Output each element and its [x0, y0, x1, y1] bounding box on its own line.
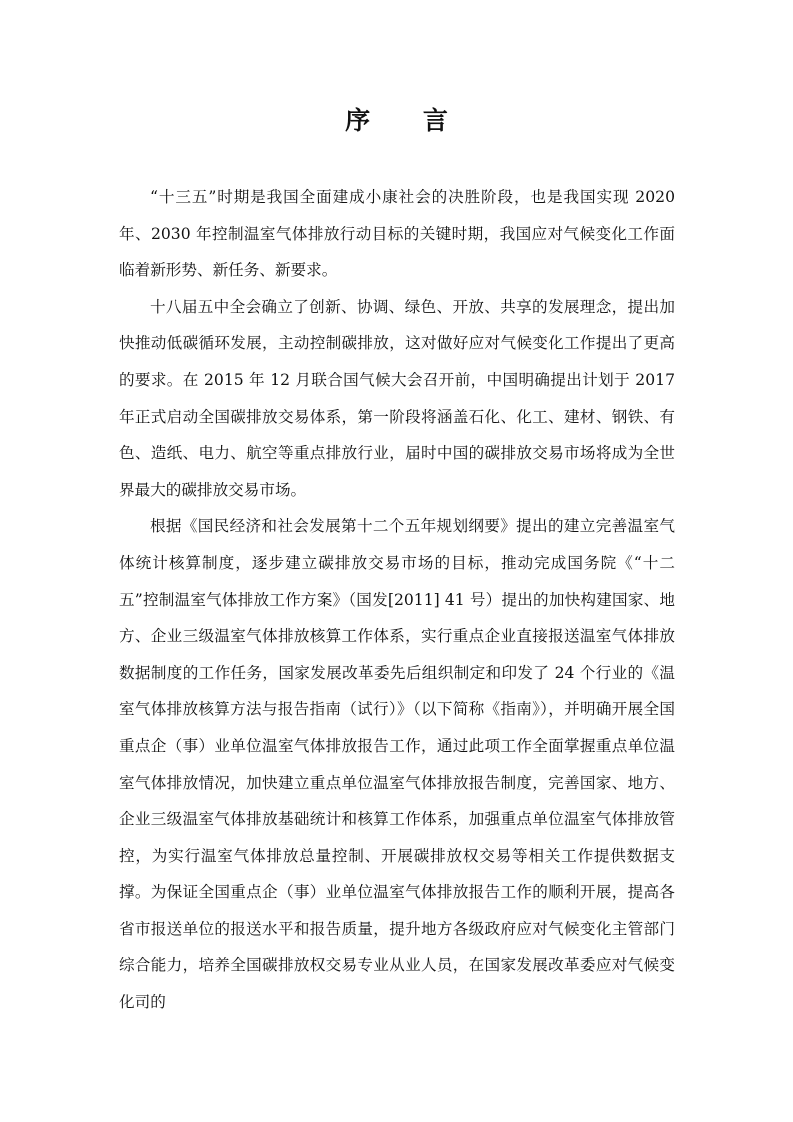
paragraph-1: “十三五”时期是我国全面建成小康社会的决胜阶段，也是我国实现 2020 年、2030 年控制温室气体排放行动目标的关键时期，我国应对气候变化工作面临着新形势、新任务、新要求。	[119, 188, 675, 280]
paragraph-3: 根据《国民经济和社会发展第十二个五年规划纲要》提出的建立完善温室气体统计核算制度，逐步建立碳排放交易市场的目标，推动完成国务院《“十二五”控制温室气体排放工作方案》（国发[2011] 41 号）提出的加快构建国家、地方、企业三级温室气体排放核算工作体系，实行重点企业直接报送温室气体排放数据制度的工作任务，国家发展改革委先后组织制定和印发了 24 个行业的《温室气体排放核算方法与报告指南（试行）》（以下简称《指南》），并明确开展全国重点企（事）业单位温室气体排放报告工作，通过此项工作全面掌握重点单位温室气体排放情况，加快建立重点单位温室气体排放报告制度，完善国家、地方、企业三级温室气体排放基础统计和核算工作体系，加强重点单位温室气体排放管控，为实行温室气体排放总量控制、开展碳排放权交易等相关工作提供数据支撑。为保证全国重点企（事）业单位温室气体排放报告工作的顺利开展，提高各省市报送单位的报送水平和报告质量，提升地方各级政府应对气候变化主管部门综合能力，培养全国碳排放权交易专业从业人员，在国家发展改革委应对气候变化司的	[119, 517, 675, 1012]
page-title: 序 言	[345, 106, 470, 135]
paragraph-2: 十八届五中全会确立了创新、协调、绿色、开放、共享的发展理念，提出加快推动低碳循环发展，主动控制碳排放，这对做好应对气候变化工作提出了更高的要求。在 2015 年 12 月联合国气候大会召开前，中国明确提出计划于 2017 年正式启动全国碳排放交易体系，第一阶段将涵盖石化、化工、建材、钢铁、有色、造纸、电力、航空等重点排放行业，届时中国的碳排放交易市场将成为全世界最大的碳排放交易市场。	[119, 297, 675, 499]
body-text	[119, 179, 675, 1021]
